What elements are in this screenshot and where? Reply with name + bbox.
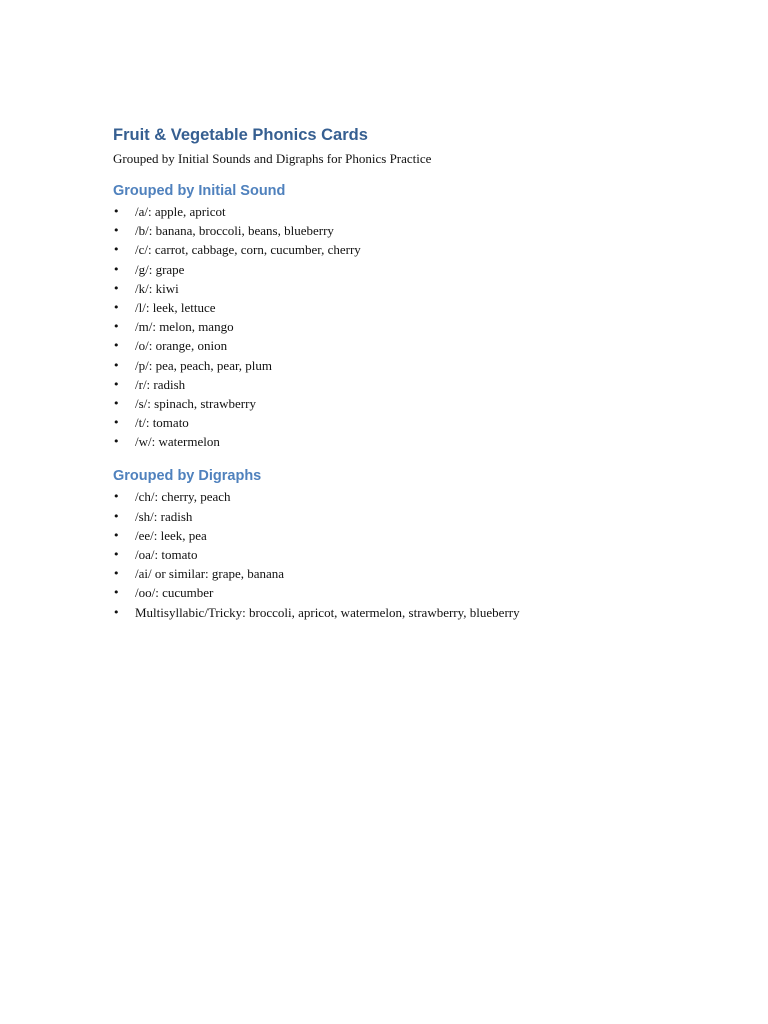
initial-sound-list xyxy=(113,202,713,451)
list-item xyxy=(113,413,713,432)
document-subtitle: Grouped by Initial Sounds and Digraphs for Phonics Practice xyxy=(113,151,432,166)
bullet-icon: • xyxy=(113,377,120,391)
list-item xyxy=(113,260,713,279)
list-item-text: /a/: apple, apricot xyxy=(135,204,226,219)
list-item xyxy=(113,356,713,375)
list-item-text: /r/: radish xyxy=(135,376,186,392)
list-item-text: /ai/ or similar: grape, banana xyxy=(135,566,285,582)
list-item xyxy=(113,240,713,259)
bullet-icon: • xyxy=(113,435,120,449)
list-item-text: /p/: pea, peach, pear, plum xyxy=(135,357,273,373)
list-item-text: /l/: leek, lettuce xyxy=(135,299,216,315)
list-item xyxy=(113,603,713,622)
list-item-text: /sh/: radish xyxy=(135,508,193,524)
list-item-text: /w/: watermelon xyxy=(135,434,220,450)
bullet-icon: • xyxy=(113,339,120,353)
list-item-text: /b/: banana, broccoli, beans, blueberry xyxy=(135,223,334,239)
bullet-icon: • xyxy=(113,281,120,295)
document-body xyxy=(113,124,713,622)
bullet-icon: • xyxy=(113,262,120,276)
list-item xyxy=(113,545,713,564)
list-item xyxy=(113,583,713,602)
bullet-icon: • xyxy=(113,548,120,561)
list-item xyxy=(113,432,713,451)
list-item xyxy=(113,526,713,545)
list-item-text: /t/: tomato xyxy=(135,415,189,431)
bullet-icon: • xyxy=(113,416,120,430)
bullet-icon: • xyxy=(113,509,120,523)
section-heading-digraphs: Grouped by Digraphs xyxy=(113,468,262,485)
list-item-text: /g/: grape xyxy=(135,261,185,277)
bullet-icon: • xyxy=(113,396,120,410)
digraphs-list xyxy=(113,487,713,621)
list-item xyxy=(113,221,713,240)
list-item-text: /ch/: cherry, peach xyxy=(135,489,231,505)
list-item-text: /s/: spinach, strawberry xyxy=(135,395,256,411)
list-item-text: /ee/: leek, pea xyxy=(135,527,207,543)
list-item xyxy=(113,317,713,336)
list-item xyxy=(113,394,713,413)
bullet-icon: • xyxy=(113,300,120,314)
list-item xyxy=(113,564,713,583)
list-item-text: /c/: carrot, cabbage, corn, cucumber, cherry xyxy=(135,242,361,258)
bullet-icon: • xyxy=(113,224,120,238)
list-item xyxy=(113,336,713,355)
list-item-text: /oa/: tomato xyxy=(135,547,198,562)
list-item xyxy=(113,202,713,221)
list-item-text: /k/: kiwi xyxy=(135,280,179,296)
list-item-text: /o/: orange, onion xyxy=(135,338,228,354)
bullet-icon: • xyxy=(113,358,120,372)
bullet-icon: • xyxy=(113,605,120,619)
bullet-icon: • xyxy=(113,205,120,218)
bullet-icon: • xyxy=(113,320,120,334)
section-heading-initial-sound: Grouped by Initial Sound xyxy=(113,183,286,199)
list-item xyxy=(113,279,713,298)
list-item xyxy=(113,375,713,394)
list-item-text: /oo/: cucumber xyxy=(135,585,214,601)
bullet-icon: • xyxy=(113,490,120,504)
bullet-icon: • xyxy=(113,243,120,257)
list-item xyxy=(113,487,713,506)
list-item xyxy=(113,298,713,317)
document-title: Fruit & Vegetable Phonics Cards xyxy=(113,126,368,144)
bullet-icon: • xyxy=(113,567,120,581)
bullet-icon: • xyxy=(113,586,120,600)
bullet-icon: • xyxy=(113,528,120,542)
list-item-text: /m/: melon, mango xyxy=(135,319,234,335)
list-item xyxy=(113,507,713,526)
list-item-text: Multisyllabic/Tricky: broccoli, apricot, watermelon, strawberry, blueberry xyxy=(135,604,520,620)
